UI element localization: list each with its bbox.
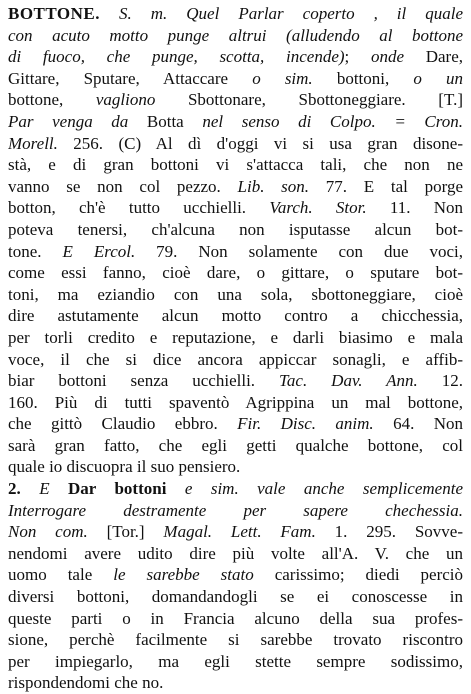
text-line: voce, il che si dice ancora appiccar sonagli, e affib- [8,349,463,369]
text-line: per impiegarlo, ma egli stette sempre sodissimo, [8,651,463,671]
text-line: stà, e di gran bottoni vi s'attacca tali, che non ne [8,155,463,175]
text-line: nendomi avere udito dire più volte all'A. V. che un [8,543,463,563]
text-line: toni, ma eziandio con una sola, sbottoneggiare, cioè [8,284,463,304]
text-line: BOTTONE. S. m. Quel Parlar coperto , il quale [8,4,463,23]
text-line: Interrogare destramente per sapere chechessia. [8,500,463,520]
text-line: rispondendomi che no. [8,673,164,693]
text-line: poteva tenersi, ch'alcuna non isputasse alcun bot- [8,219,463,239]
text-line: di fuoco, che punge, scotta, incende); onde Dare, [8,47,463,67]
text-line: vanno se non col pezzo. Lib. son. 77. E tal porge [8,176,463,196]
text-line: dire astutamente alcun motto contro a chicchessia, [8,306,463,326]
text-line: sione, perchè facilmente si sarebbe trovato riscontro [8,630,463,650]
text-line: che gittò Claudio ebbro. Fir. Disc. anim. 64. Non [8,414,463,434]
text-line: uomo tale le sarebbe stato carissimo; diedi perciò [8,565,463,585]
text-line: 2. E Dar bottoni e sim. vale anche semplicemente [8,479,463,499]
text-line: Morell. 256. (C) Al dì d'oggi vi si usa gran disone- [8,133,463,153]
text-line: Gittare, Sputare, Attaccare o sim. bottoni, o un [8,68,463,88]
text-line: quale io discuopra il suo pensiero. [8,457,241,477]
text-line: bottone, vagliono Sbottonare, Sbottoneggiare. [T.] [8,90,463,110]
text-line: come essi fanno, cioè dare, o gittare, o sputare bot- [8,263,463,283]
text-line: per torli credito e reputazione, e darli biasimo e mala [8,327,463,347]
text-line: biar bottoni senza ucchielli. Tac. Dav. Ann. 12. [8,371,463,391]
text-line: Non com. [Tor.] Magal. Lett. Fam. 1. 295. Sovve- [8,522,463,542]
text-line: con acuto motto punge altrui (alludendo al bottone [8,25,463,45]
text-line: sarà gran fatto, che egli getti qualche bottone, col [8,435,463,455]
text-line: queste parti o in Francia alcuno della sua profes- [8,608,463,628]
text-line: Par venga da Botta nel senso di Colpo. = Cron. [8,111,463,131]
text-line: 160. Più di tutti spaventò Agrippina un mal bottone, [8,392,463,412]
text-line: tone. E Ercol. 79. Non solamente con due voci, [8,241,463,261]
text-line: diversi bottoni, domandandogli se ei conoscesse in [8,587,463,607]
text-line: botton, ch'è tutto ucchielli. Varch. Stor. 11. Non [8,198,463,218]
